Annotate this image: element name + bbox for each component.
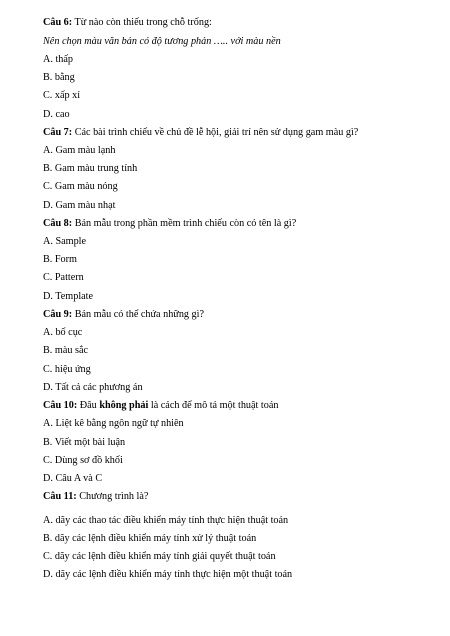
question-7-text: Các bài trình chiếu về chủ đề lễ hội, giải trí nên sử dụng gam màu gì?	[72, 127, 359, 138]
question-7-label: Câu 7:	[43, 127, 73, 138]
question-9-option-c: C. hiệu ứng	[43, 364, 91, 375]
question-6-option-c: C. xấp xỉ	[43, 90, 81, 101]
question-6-heading	[43, 17, 212, 29]
question-10-label: Câu 10:	[43, 400, 78, 411]
question-11-label: Câu 11:	[43, 491, 77, 502]
question-9-option-a: A. bố cục	[43, 327, 83, 338]
question-9-option-b: B. màu sắc	[43, 345, 88, 356]
question-8-option-a: A. Sample	[43, 236, 87, 247]
question-10-option-b: B. Viết một bài luận	[43, 437, 126, 448]
question-11-option-d: D. dãy các lệnh điều khiển máy tính thực hiện một thuật toán	[43, 569, 293, 580]
question-10-text-post: là cách để mô tả một thuật toán	[148, 400, 279, 411]
question-7-option-a: A. Gam màu lạnh	[43, 145, 116, 156]
question-7-option-d: D. Gam màu nhạt	[43, 200, 116, 211]
question-9-heading	[43, 309, 204, 321]
question-7-option-c: C. Gam màu nóng	[43, 181, 118, 192]
question-6-text: Từ nào còn thiếu trong chỗ trống:	[72, 17, 212, 28]
question-10-text-pre: Đâu	[77, 400, 100, 411]
question-9-label: Câu 9:	[43, 309, 73, 320]
question-6-option-d: D. cao	[43, 109, 70, 120]
question-6-subtext: Nên chọn màu văn bản có độ tương phản ….. với màu nền	[43, 36, 281, 47]
question-6-option-a: A. thấp	[43, 54, 73, 65]
question-8-heading	[43, 218, 296, 230]
question-8-label: Câu 8:	[43, 218, 73, 229]
question-8-text: Bản mẫu trong phần mềm trình chiếu còn có tên là gì?	[72, 218, 297, 229]
question-7-heading	[43, 127, 358, 139]
question-10-option-d: D. Câu A và C	[43, 473, 103, 484]
question-11-option-c: C. dãy các lệnh điều khiển máy tính giải quyết thuật toán	[43, 551, 276, 562]
question-10-text-bold: không phải	[99, 400, 149, 411]
question-8-option-c: C. Pattern	[43, 272, 84, 283]
question-9-option-d: D. Tất cả các phương án	[43, 382, 143, 393]
question-11-option-b: B. dãy các lệnh điều khiển máy tính xử lý thuật toán	[43, 533, 257, 544]
question-11-option-a: A. dãy các thao tác điều khiển máy tính thực hiện thuật toán	[43, 515, 289, 526]
question-7-option-b: B. Gam màu trung tính	[43, 163, 138, 174]
question-6-label: Câu 6:	[43, 17, 73, 28]
question-8-option-b: B. Form	[43, 254, 77, 265]
question-11-text: Chương trình là?	[76, 491, 149, 502]
question-8-option-d: D. Template	[43, 291, 94, 302]
question-9-text: Bản mẫu có thể chứa những gì?	[72, 309, 204, 320]
question-6-option-b: B. bằng	[43, 72, 75, 83]
question-10-option-c: C. Dùng sơ đồ khối	[43, 455, 123, 466]
question-10-heading	[43, 400, 278, 412]
question-10-option-a: A. Liệt kê bằng ngôn ngữ tự nhiên	[43, 418, 184, 429]
question-11-heading	[43, 491, 148, 503]
